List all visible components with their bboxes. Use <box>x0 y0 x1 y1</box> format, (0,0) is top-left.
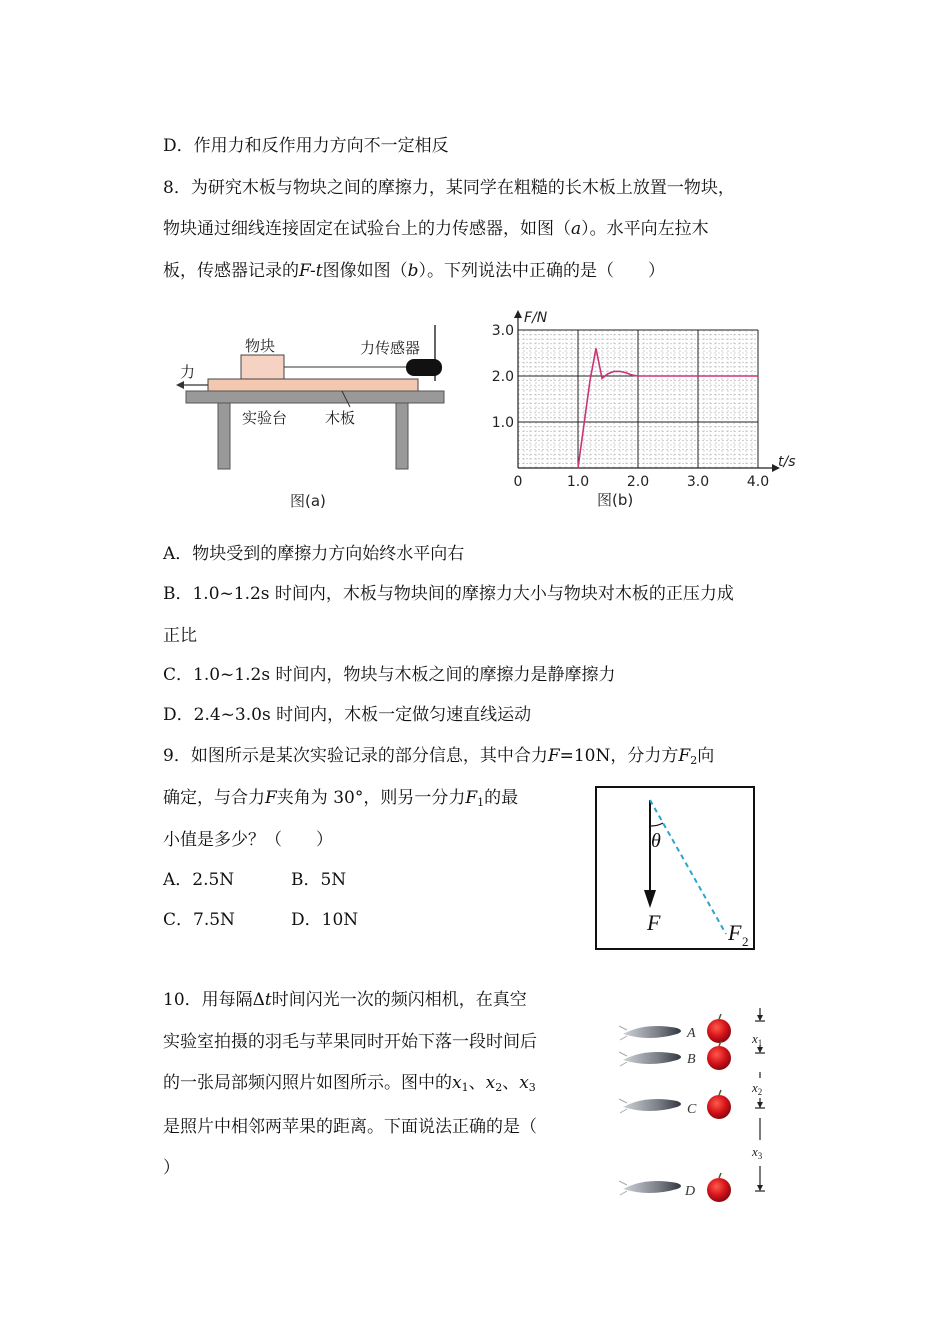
q9-option-d: D．10N <box>291 910 359 930</box>
x-tick-label: 0 <box>513 474 523 490</box>
q8-stem-line3: 板，传感器记录的F-t图像如图（b）。下列说法中正确的是（ ） <box>163 261 665 281</box>
q8-option-b-line1: B．1.0~1.2s 时间内，木板与物块间的摩擦力大小与物块对木板的正压力成 <box>163 584 734 604</box>
label-b: B <box>687 1052 696 1067</box>
theta-label: θ <box>651 830 661 852</box>
caption-b: 图(b) <box>597 491 634 509</box>
block <box>241 355 284 379</box>
apple-icon <box>707 1178 731 1202</box>
q10-stem-line1: 10．用每隔Δt时间闪光一次的频闪相机，在真空 <box>163 990 527 1010</box>
apple-icon <box>707 1046 731 1070</box>
q7-option-d: D．作用力和反作用力方向不一定相反 <box>163 136 449 156</box>
x-tick-label: 1.0 <box>566 474 590 490</box>
q10-stem-line3: 的一张局部频闪照片如图所示。图中的$x_1$、$x_2$、$x_3$ <box>163 1073 536 1094</box>
x-tick-label: 4.0 <box>746 474 770 490</box>
label-d: D <box>685 1184 696 1199</box>
y-axis-label: F/N <box>524 310 548 326</box>
x-tick-label: 2.0 <box>626 474 650 490</box>
q8-option-d: D．2.4~3.0s 时间内，木板一定做匀速直线运动 <box>163 705 532 725</box>
label-a: A <box>687 1026 696 1041</box>
caption-a: 图(a) <box>290 492 326 510</box>
q8-option-a: A．物块受到的摩擦力方向始终水平向右 <box>163 544 465 564</box>
y-tick-label: 2.0 <box>491 369 514 385</box>
figure-q9-force-diagram <box>595 786 757 952</box>
wooden-board <box>208 379 418 391</box>
q9-stem-line3: 小值是多少？（ ） <box>163 830 333 850</box>
x1-label: $x_1$ <box>752 1031 763 1048</box>
y-tick-label: 1.0 <box>491 415 514 431</box>
feather-icon <box>619 1099 681 1113</box>
q8-option-b-line2: 正比 <box>163 626 197 646</box>
feather-icon <box>619 1026 681 1040</box>
q8-stem-line1: 8．为研究木板与物块之间的摩擦力，某同学在粗糙的长木板上放置一物块， <box>163 178 735 198</box>
x-axis-label: t/s <box>778 454 796 470</box>
x2-label: $x_2$ <box>752 1080 763 1097</box>
figure-a-apparatus <box>170 315 460 520</box>
label-sensor: 力传感器 <box>360 339 421 357</box>
f-label: F <box>647 910 661 935</box>
q10-stem-line4: 是照片中相邻两苹果的距离。下面说法正确的是（ <box>163 1117 537 1137</box>
q9-option-b: B．5N <box>291 870 347 890</box>
q10-stem-line2: 实验室拍摄的羽毛与苹果同时开始下落一段时间后 <box>163 1032 537 1052</box>
y-axis-arrow <box>514 310 522 318</box>
label-board: 木板 <box>325 409 356 427</box>
q9-stem-line1: 9．如图所示是某次实验记录的部分信息，其中合力F=10N，分力方$F_2$向 <box>163 746 715 767</box>
label-c: C <box>687 1102 697 1117</box>
x3-label: $x_3$ <box>752 1144 763 1161</box>
f2-subscript: 2 <box>742 934 749 949</box>
f2-label: F <box>728 920 742 945</box>
figure-q10-strobe-photo <box>615 1000 785 1210</box>
feather-icon <box>619 1052 681 1066</box>
q10-stem-line5: ） <box>163 1158 180 1178</box>
label-force: 力 <box>180 363 196 381</box>
figure-b-chart <box>480 305 820 520</box>
q9-stem-line2: 确定，与合力F夹角为 30°，则另一分力$F_1$的最 <box>163 788 519 809</box>
label-table: 实验台 <box>242 409 288 427</box>
x-tick-label: 3.0 <box>686 474 710 490</box>
q8-stem-line2: 物块通过细线连接固定在试验台上的力传感器，如图（a）。水平向左拉木 <box>163 219 709 239</box>
apple-icon <box>707 1019 731 1043</box>
label-block: 物块 <box>245 337 276 355</box>
apple-icon <box>707 1095 731 1119</box>
feather-icon <box>619 1181 681 1195</box>
q8-option-c: C．1.0~1.2s 时间内，物块与木板之间的摩擦力是静摩擦力 <box>163 665 616 685</box>
lab-table-top <box>186 391 444 403</box>
force-sensor <box>406 359 442 376</box>
y-tick-label: 3.0 <box>491 323 514 339</box>
q9-option-a: A．2.5N <box>163 870 235 890</box>
q9-option-c: C．7.5N <box>163 910 235 930</box>
